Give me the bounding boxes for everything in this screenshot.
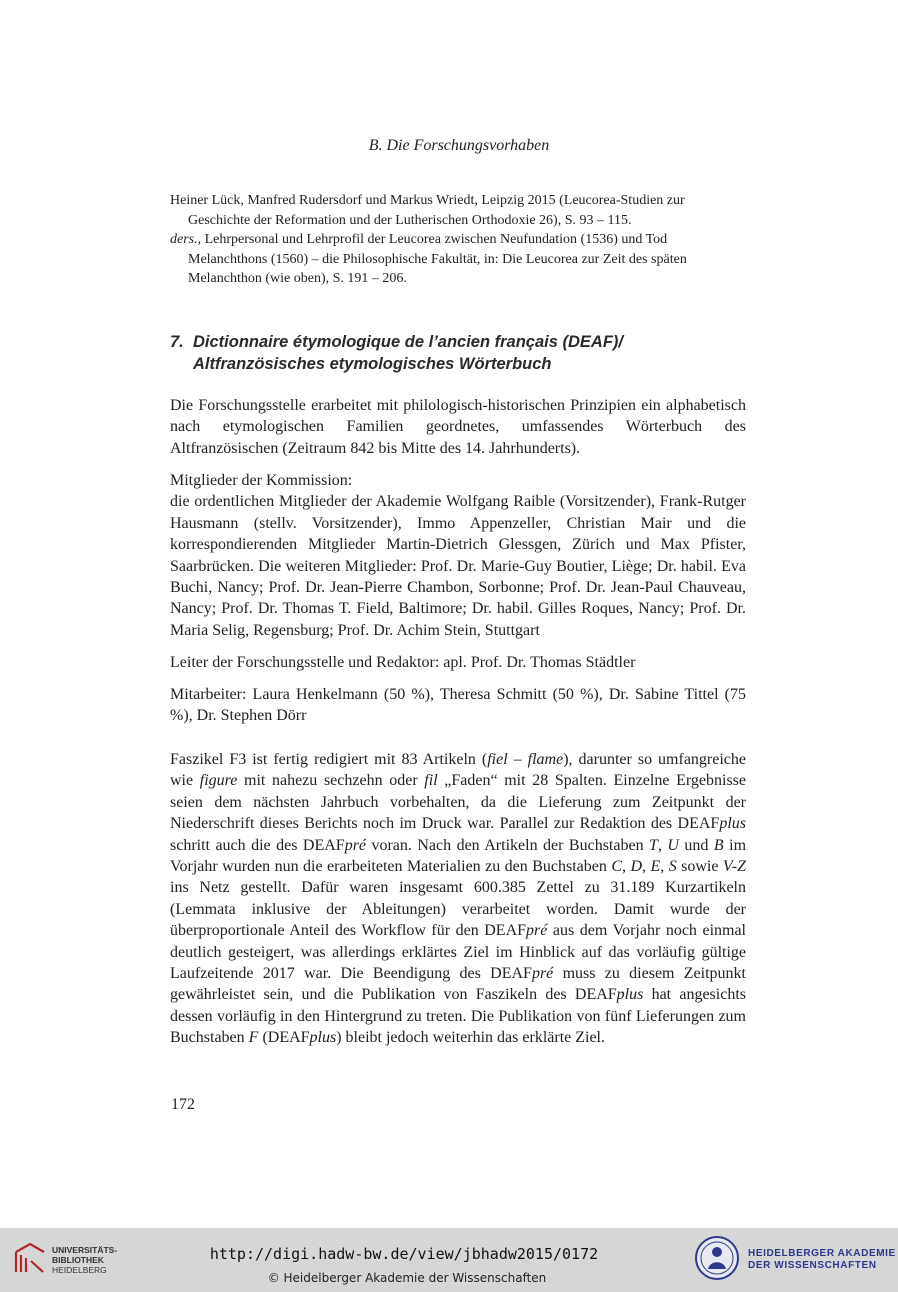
- report-italic: D: [630, 858, 642, 876]
- report-italic: U: [667, 836, 679, 854]
- page-number: 172: [171, 1096, 195, 1113]
- report-italic: pré: [531, 965, 554, 983]
- report-italic: E: [650, 858, 661, 876]
- academy-name: [748, 1248, 896, 1272]
- staff-paragraph: Mitarbeiter: Laura Henkelmann (50 %), Theresa Schmitt (50 %), Dr. Sabine Tittel (75 %), Dr. Stephen Dörr: [170, 686, 746, 725]
- report-italic: pré: [344, 836, 367, 854]
- academy-line-1: HEIDELBERGER AKADEMIE: [748, 1248, 896, 1259]
- report-text: aus dem Vorjahr noch einmal deutlich gesteigert, was allerdings erklärtes Ziel im Hinblick auf das vorläufig gültige Laufzeitende 2017 war. Die Beendigung des DEAF: [170, 922, 747, 983]
- report-text: und: [678, 836, 714, 854]
- copyright-notice: © Heidelberger Akademie der Wissenschaften: [267, 1271, 547, 1285]
- report-italic: fil: [424, 772, 438, 790]
- section-title-line-2: Altfranzösisches etymologisches Wörterbuch: [193, 355, 552, 373]
- section-heading: [170, 331, 746, 375]
- report-text: ,: [621, 858, 631, 876]
- report-italic: pré: [526, 922, 548, 940]
- reference-entry: [170, 191, 746, 230]
- report-italic: plus: [616, 986, 644, 1004]
- report-text: Faszikel F3 ist fertig redigiert mit 83 Artikeln (: [170, 751, 488, 768]
- report-italic: S: [668, 858, 677, 876]
- library-line-2: BIBLIOTHEK: [52, 1255, 104, 1265]
- report-text: im Vorjahr wurden nun die erarbeiteten Materialien zu den Buchstaben: [170, 836, 747, 876]
- viewer-footer: [0, 1228, 898, 1292]
- running-head: B. Die Forschungsvorhaben: [368, 137, 550, 154]
- report-text: voran. Nach den Artikeln der Buchstaben: [366, 836, 650, 854]
- report-italic: B: [713, 836, 724, 854]
- report-italic: fiel – flame: [487, 751, 564, 768]
- library-line-1: UNIVERSITÄTS-: [52, 1245, 118, 1255]
- intro-paragraph: Die Forschungsstelle erarbeitet mit philologisch-historischen Prinzipien ein alphabetisch nach etymologischen Familien geordnetes, umfassendes Wörterbuch des Altfranzösischen (Zeitraum 842 bis Mitte des 14. Jahrhunderts).: [170, 397, 746, 457]
- report-italic: plus: [719, 815, 746, 833]
- reference-lead: ders.: [170, 232, 198, 247]
- report-text: schritt auch die des DEAF: [170, 836, 345, 854]
- section-number: 7.: [170, 333, 184, 351]
- report-text: muss zu diesem Zeitpunkt gewährleistet sein, und die Publikation von Faszikeln des DEAF: [170, 965, 746, 1004]
- academy-seal-icon[interactable]: [694, 1235, 740, 1281]
- permalink-url[interactable]: http://digi.hadw-bw.de/view/jbhadw2015/0172: [209, 1245, 599, 1263]
- report-italic: figure: [199, 772, 238, 790]
- report-italic: C: [611, 858, 622, 876]
- report-italic: V-Z: [722, 858, 747, 876]
- members-paragraph: die ordentlichen Mitglieder der Akademie Wolfgang Raible (Vorsitzender), Frank-Rutger Hausmann (stellv. Vorsitzender), Immo Appenzeller, Christian Mair und die korrespondierenden Mitglieder Martin-Dietrich Glessgen, Zürich und Max Pfister, Saarbrücken. Die weiteren Mitglieder: Prof. Dr. Marie-Guy Boutier, Liège; Dr. habil. Eva Buchi, Nancy; Prof. Dr. Jean-Pierre Chambon, Sorbonne; Prof. Dr. Jean-Paul Chauveau, Nancy; Prof. Dr. Thomas T. Field, Baltimore; Dr. habil. Gilles Roques, Nancy; Prof. Dr. Maria Selig, Regensburg; Prof. Dr. Achim Stein, Stuttgart: [170, 493, 746, 639]
- report-italic: plus: [309, 1029, 337, 1047]
- report-text: „Faden“ mit 28 Spalten. Einzelne Ergebnisse seien dem nächsten Jahrbuch vorbehalten, da die Lieferung zum Zeitpunkt der Niederschrift dieses Berichts noch im Druck war. Parallel zur Redaktion des DEAF: [170, 772, 747, 833]
- report-text: ,: [660, 858, 669, 876]
- report-text: sowie: [676, 858, 723, 876]
- academy-line-2: DER WISSENSCHAFTEN: [748, 1260, 877, 1271]
- reference-list: [170, 191, 746, 289]
- members-block: [170, 470, 746, 641]
- report-italic: F: [248, 1029, 259, 1047]
- report-text: ins Netz gestellt. Dafür waren insgesamt 600.385 Zettel zu 31.189 Kurzartikeln (Lemmata inklusive der Ableitungen) verarbeitet worden. Damit wurde der überproportionale Anteil des Workflow für den DEAF: [170, 879, 746, 940]
- library-line-3: HEIDELBERG: [52, 1265, 107, 1275]
- leader-paragraph: Leiter der Forschungsstelle und Redaktor: apl. Prof. Dr. Thomas Städtler: [170, 654, 636, 671]
- report-text: ,: [657, 836, 668, 854]
- report-text: hat angesichts dessen vorläufig in den Hintergrund zu treten. Die Publikation von fünf Lieferungen zum Buchstaben: [170, 986, 746, 1047]
- report-text: ) bleibt jedoch weiterhin das erklärte Ziel.: [336, 1029, 605, 1047]
- reference-entry: [170, 230, 746, 289]
- report-text: (DEAF: [258, 1029, 310, 1047]
- section-title-line-1: Dictionnaire étymologique de l’ancien français (DEAF)/: [193, 333, 623, 351]
- reference-text: , Lehrpersonal und Lehrprofil der Leucorea zwischen Neufundation (1536) und Tod Melanchthons (1560) – die Philosophische Fakultät, in: Die Leucorea zur Zeit des späten Melanchthon (wie oben), S. 191 – 206.: [188, 232, 687, 286]
- report-text: mit nahezu sechzehn oder: [237, 772, 425, 790]
- reference-text: Heiner Lück, Manfred Rudersdorf und Markus Wriedt, Leipzig 2015 (Leucorea-Studien zur Geschichte der Reformation und der Lutherischen Orthodoxie 26), S. 93 – 115.: [170, 193, 685, 228]
- report-paragraph: [170, 749, 746, 1049]
- report-italic: T: [649, 836, 658, 854]
- members-heading: Mitglieder der Kommission:: [170, 472, 353, 489]
- report-text: ,: [642, 858, 651, 876]
- report-text: ), darunter so umfangreiche wie: [170, 751, 747, 790]
